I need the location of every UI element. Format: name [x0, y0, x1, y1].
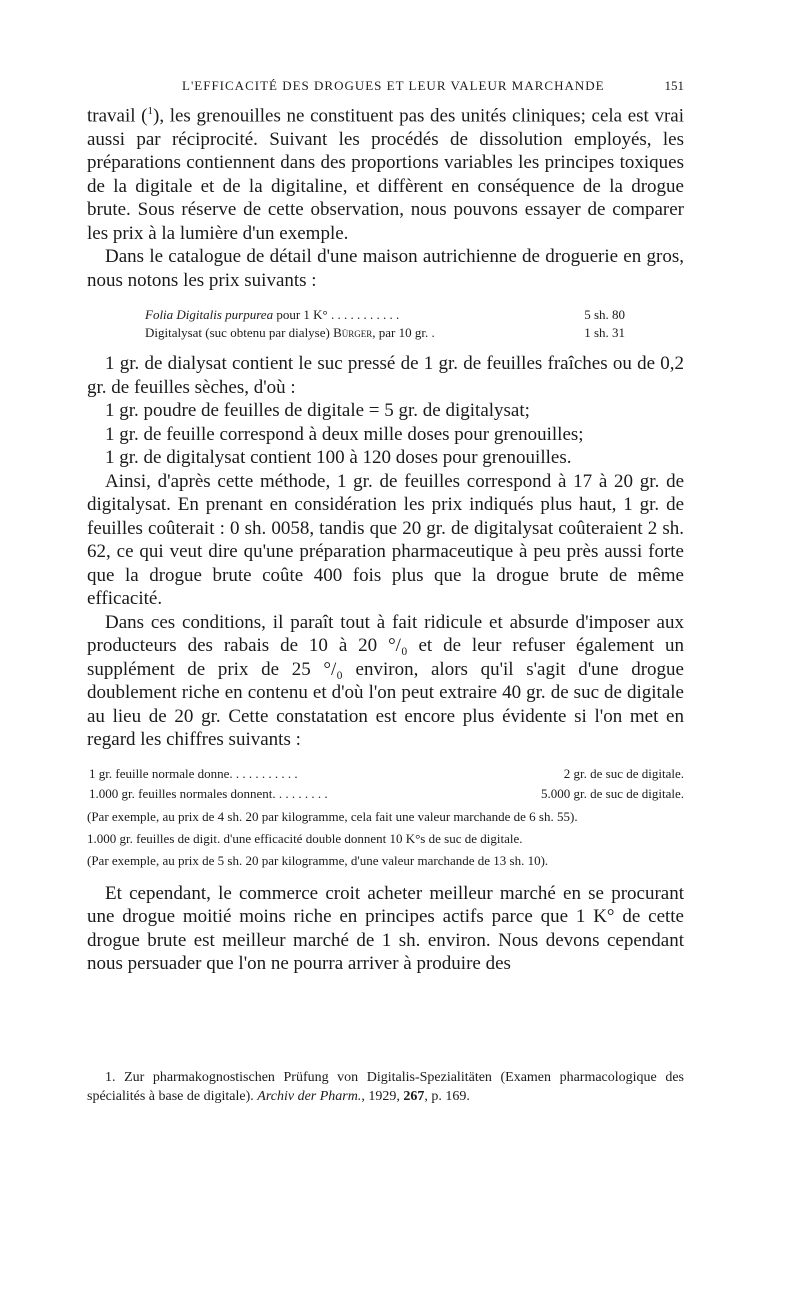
price-label: [145, 324, 435, 342]
paragraph-6: Et cependant, le commerce croit acheter meilleur marché en se procurant une drogue moitié moins riche en principes actifs parce que 1 K° de cette drogue brute est meilleur marché de 1 sh. environ. Nous devons cependant nous persuader que l'on ne pourra arriver à produire des: [87, 882, 684, 975]
list-item: 1 gr. de feuille correspond à deux mille doses pour grenouilles;: [105, 423, 584, 445]
comparison-label: 1.000 gr. feuilles normales donnent. . . . . . . . .: [89, 785, 328, 801]
p1-text-a: travail (: [87, 105, 148, 127]
page: [87, 78, 684, 976]
footnote-volume: 267: [403, 1089, 425, 1104]
price-leader: , par 10 gr. .: [372, 325, 435, 341]
footnote: [87, 1068, 684, 1106]
price-value: 5 sh. 80: [584, 307, 625, 323]
comparison-table: [87, 764, 684, 804]
drug-name: Folia Digitalis purpurea: [145, 307, 274, 323]
price-leader: pour 1 K° . . . . . . . . . . .: [273, 307, 400, 323]
paragraph-4: Ainsi, d'après cette méthode, 1 gr. de feuilles correspond à 17 à 20 gr. de digitalysat. En prenant en considération les prix indiqués plus haut, 1 gr. de feuilles coûterait : 0 sh. 0058, tandis que 20 gr. de digitalysat coûteraient 2 sh. 62, ce qui veut dire qu'une préparation pharmaceutique à peu près aussi forte que la drogue brute coûte 400 fois plus que la drogue brute de même efficacité.: [87, 470, 684, 610]
p1-text-b: ), les grenouilles ne constituent pas des unités cliniques; cela est vrai aussi par réciprocité. Suivant les procédés de dissolution employés, les préparations contiennent dans des proportions variables les principes toxiques de la digitale et de la digitaline, et diffèrent en conséquence de la drogue brute. Sous réserve de cette observation, nous pouvons essayer de comparer les prix à la lumière d'un exemple.: [87, 105, 684, 244]
comparison-row: [87, 764, 684, 784]
price-note: (Par exemple, au prix de 5 sh. 20 par kilogramme, d'une valeur marchande de 13 sh. 10).: [87, 852, 549, 868]
comparison-row: 1.000 gr. feuilles de digit. d'une efficacité double donnent 10 K°s de suc de digitale.: [87, 830, 523, 846]
paragraph-3: 1 gr. de dialysat contient le suc pressé de 1 gr. de feuilles fraîches ou de 0,2 gr. de feuilles sèches, d'où :: [87, 353, 684, 398]
paragraph-5: Dans ces conditions, il paraît tout à fait ridicule et absurde d'imposer aux producteurs des rabais de 10 à 20 °/₀ et de leur refuser également un supplément de prix de 25 °/₀ environ, alors qu'il s'agit d'une drogue doublement riche en contenu et d'où l'on peut extraire 40 gr. de suc de digitale au lieu de 20 gr. Cette constatation est encore plus évidente si l'on met en regard les chiffres suivants :: [87, 611, 684, 751]
page-number: 151: [664, 78, 684, 93]
comparison-row: [87, 784, 684, 804]
list-item: 1 gr. poudre de feuilles de digitale = 5 gr. de digitalysat;: [105, 400, 530, 422]
price-row: [145, 306, 625, 324]
price-note: (Par exemple, au prix de 4 sh. 20 par kilogramme, cela fait une valeur marchande de 6 sh. 55).: [87, 808, 578, 824]
running-title: L'EFFICACITÉ DES DROGUES ET LEUR VALEUR MARCHANDE: [182, 78, 605, 93]
drug-name: Digitalysat (suc obtenu par dialyse): [145, 325, 334, 341]
paragraph-2: Dans le catalogue de détail d'une maison autrichienne de droguerie en gros, nous notons les prix suivants :: [87, 246, 684, 291]
price-table: [145, 306, 625, 342]
comparison-label: 1 gr. feuille normale donne. . . . . . . . . . .: [89, 765, 298, 781]
maker-name: Bürger: [333, 325, 373, 341]
footnote-pages: , p. 169.: [424, 1089, 470, 1104]
list-item: 1 gr. de digitalysat contient 100 à 120 doses pour grenouilles.: [105, 447, 572, 469]
price-row: [145, 324, 625, 342]
running-header: [87, 78, 684, 100]
price-value: 1 sh. 31: [584, 325, 625, 341]
footnote-ref[interactable]: 1: [147, 105, 153, 117]
footnote-journal: Archiv der Pharm.: [257, 1089, 362, 1104]
price-label: [145, 306, 399, 324]
footnote-year: , 1929,: [361, 1089, 404, 1104]
paragraph-1: [87, 100, 684, 245]
spacer: [87, 874, 684, 882]
footnote-text: 1. Zur pharmakognostischen Prüfung von Digitalis-Spezialitäten (Examen pharmacologique des spécialités à base de digitale).: [87, 1070, 684, 1104]
comparison-value: 5.000 gr. de suc de digitale.: [541, 785, 684, 801]
comparison-value: 2 gr. de suc de digitale.: [563, 765, 684, 781]
